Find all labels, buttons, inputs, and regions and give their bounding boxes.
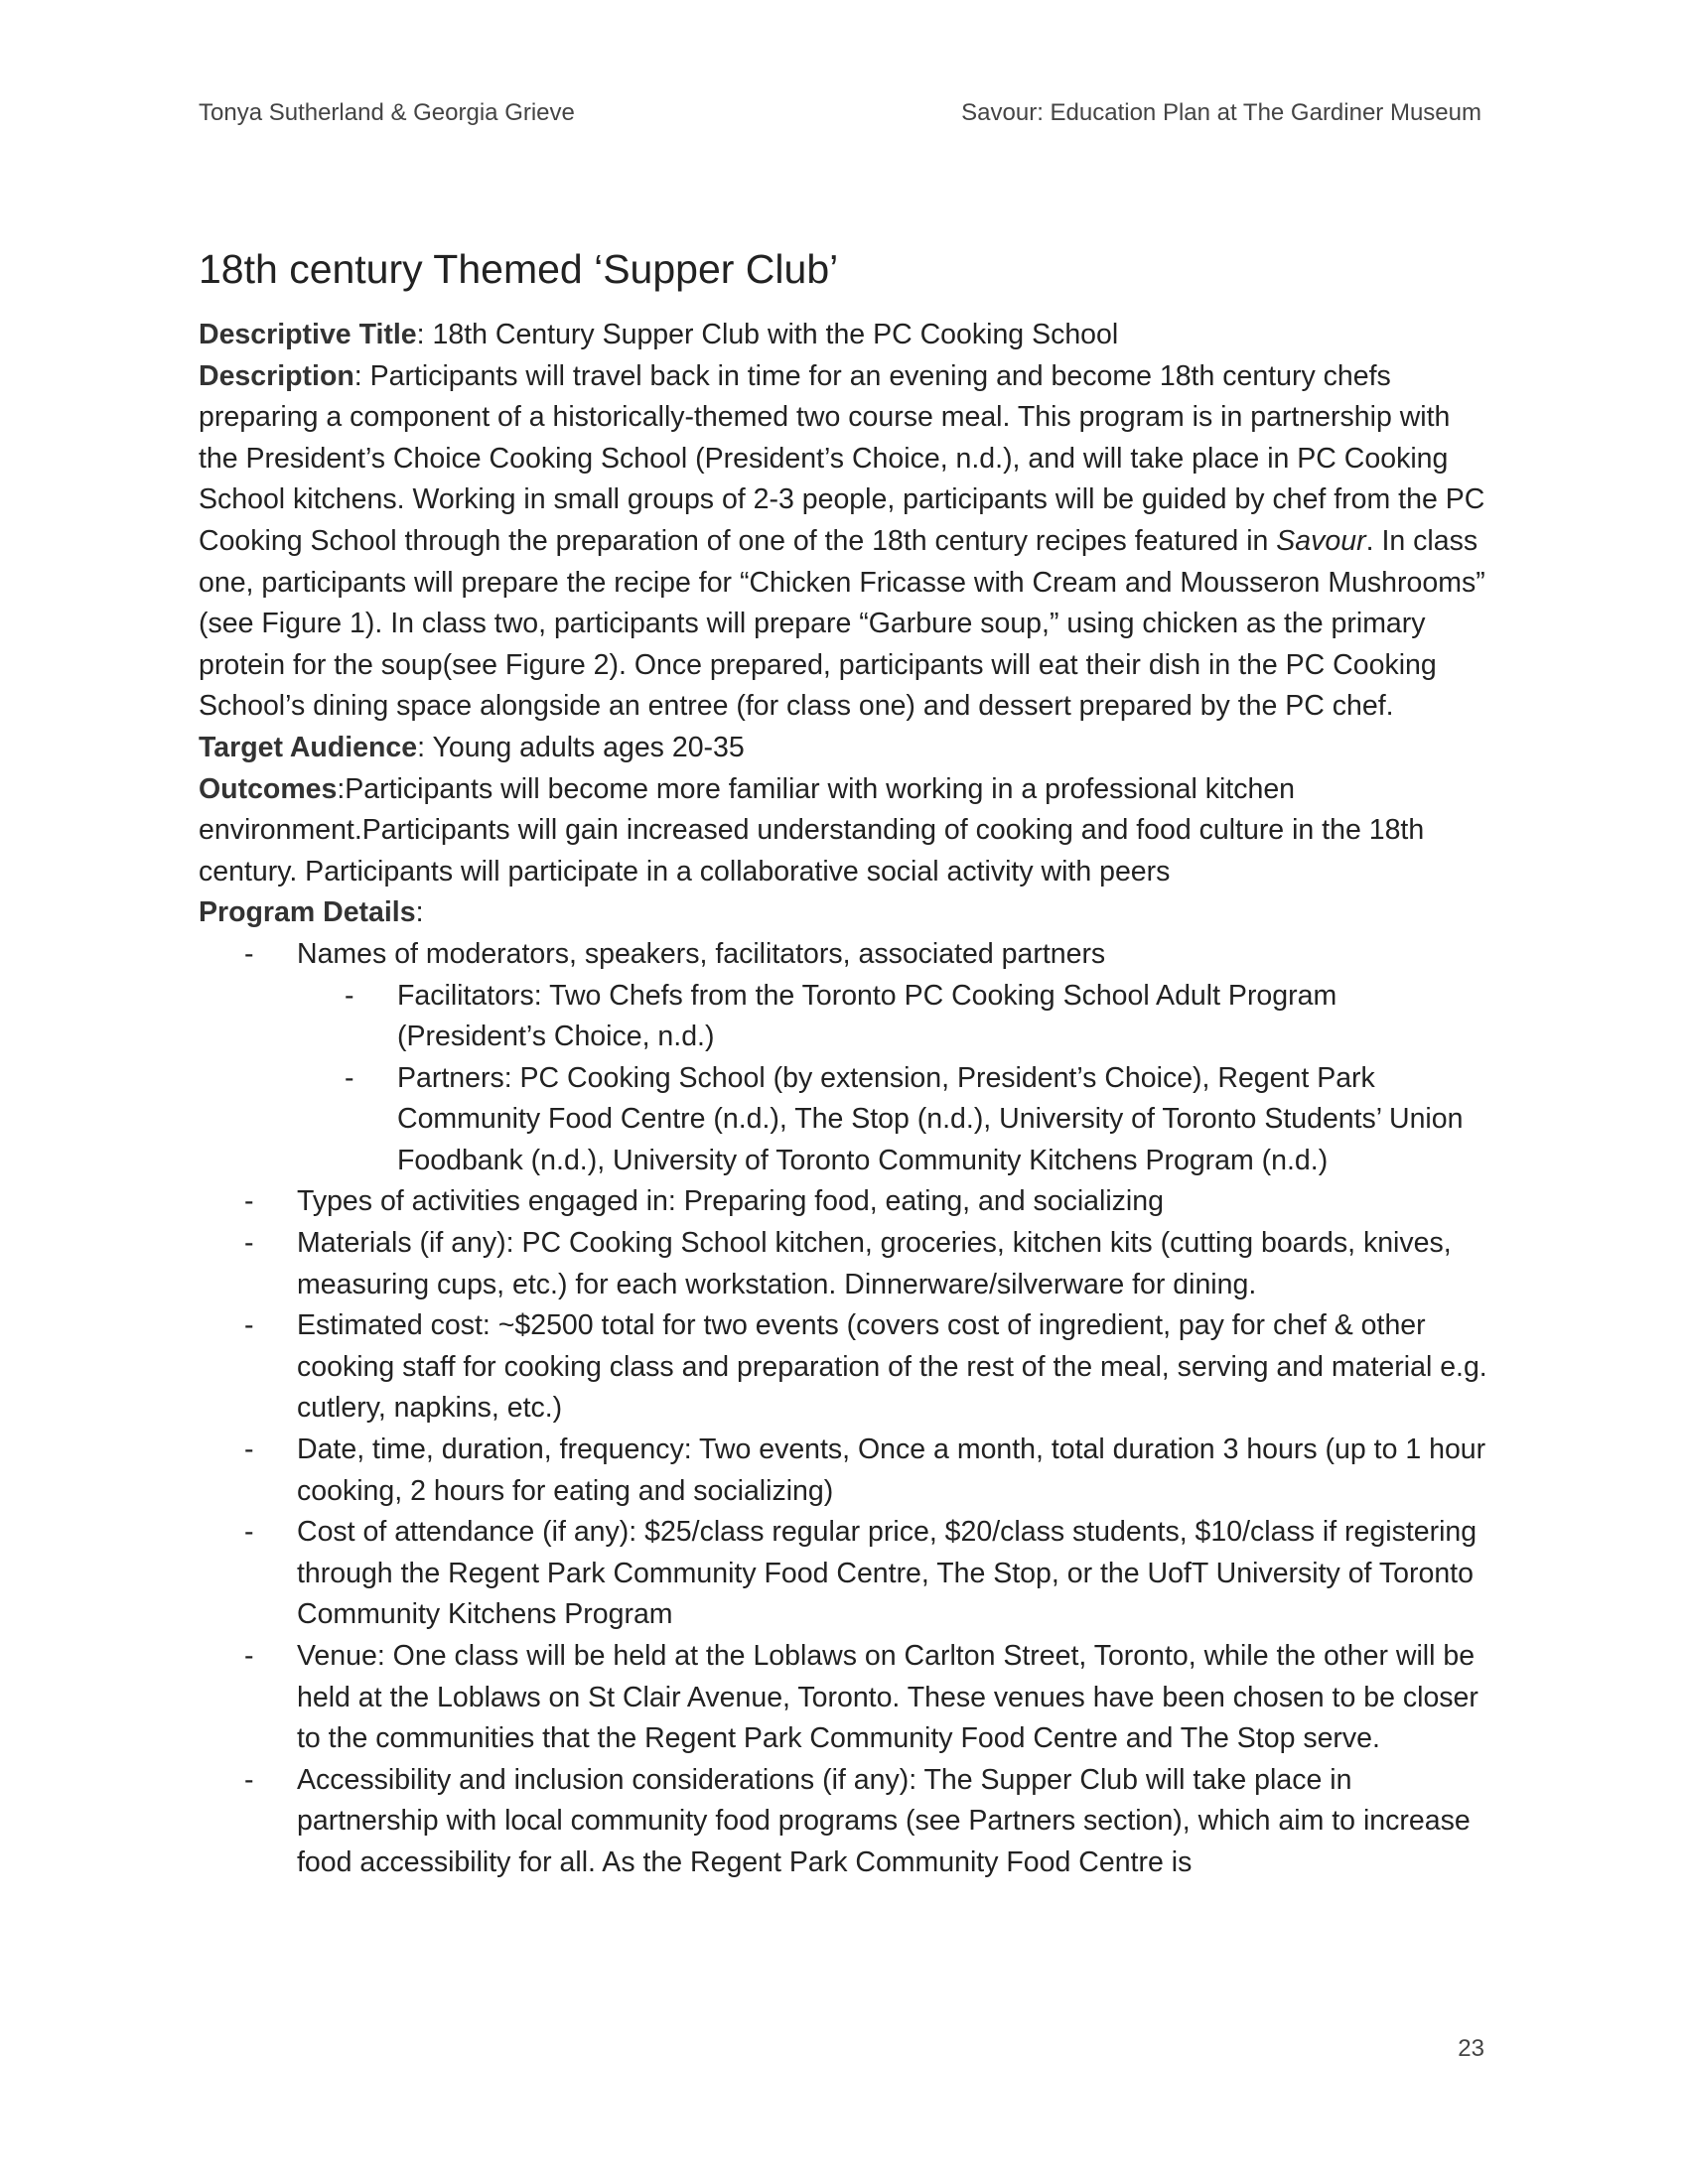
description-paragraph [199,356,1489,728]
section-title: 18th century Themed ‘Supper Club’ [199,246,839,292]
list-item: - Estimated cost: ~$2500 total for two events (covers cost of ingredient, pay for chef & other cooking staff for cooking class and preparation of the rest of the meal, serving and material e.g. cutlery, napkins, etc.) [199,1305,1489,1430]
outcomes-value: :Participants will become more familiar with working in a professional kitchen environment.Participants will gain increased understanding of cooking and food culture in the 18th century. Participants will participate in a collaborative social activity with peers [199,772,1425,887]
descriptive-title-paragraph [199,315,1489,356]
list-item: - Date, time, duration, frequency: Two events, Once a month, total duration 3 hours (up to 1 hour cooking, 2 hours for eating and socializing) [199,1430,1489,1512]
outcomes-label: Outcomes [199,772,338,805]
section-body [199,315,1489,1884]
outcomes-paragraph [199,769,1489,893]
program-details-colon: : [415,896,424,929]
description-text-part2: . In class one, participants will prepare the recipe for “Chicken Fricasse with Cream and Mousseron Mushrooms” (see Figure 1). In class two, participants will prepare “Garbure soup,” using chicken as the primary protein for the soup(see Figure 2). Once prepared, participants will eat their dish in the PC Cooking School’s dining space alongside an entree (for class one) and dessert prepared by the PC chef. [199,524,1485,723]
descriptive-title-label: Descriptive Title [199,319,417,350]
list-item: - Venue: One class will be held at the Loblaws on Carlton Street, Toronto, while the other will be held at the Loblaws on St Clair Avenue, Toronto. These venues have been chosen to be closer to the communities that the Regent Park Community Food Centre and The Stop serve. [199,1636,1489,1760]
target-audience-value: : Young adults ages 20-35 [417,731,745,763]
program-details-paragraph [199,892,1489,934]
program-details-list [199,934,1489,1884]
main-content [199,246,1489,1884]
target-audience-label: Target Audience [199,731,418,763]
description-label: Description [199,359,354,392]
list-item: - Materials (if any): PC Cooking School kitchen, groceries, kitchen kits (cutting boards, knives, measuring cups, etc.) for each workstation. Dinnerware/silverware for dining. [199,1223,1489,1305]
description-text-part1: : Participants will travel back in time for an evening and become 18th century chefs preparing a component of a historically-themed two course meal. This program is in partnership with the President’s Choice Cooking School (President’s Choice, n.d.), and will take place in PC Cooking School kitchens. Working in small groups of 2-3 people, participants will be guided by chef from the PC Cooking School through the preparation of one of the 18th century recipes featured in [199,359,1485,557]
description-italic-title: Savour [1276,524,1366,557]
sub-list-item: - Partners: PC Cooking School (by extension, President’s Choice), Regent Park Community Food Centre (n.d.), The Stop (n.d.), University of Toronto Students’ Union Foodbank (n.d.), University of Toronto Community Kitchens Program (n.d.) [199,1058,1489,1182]
target-audience-paragraph [199,728,1489,769]
page-number: 23 [1458,2035,1484,2062]
sub-list-item: - Facilitators: Two Chefs from the Toronto PC Cooking School Adult Program (President’s Choice, n.d.) [199,976,1489,1058]
program-details-label: Program Details [199,896,416,929]
list-item-text: Names of moderators, speakers, facilitators, associated partners [297,937,1106,970]
list-item: - Types of activities engaged in: Preparing food, eating, and socializing [199,1181,1489,1223]
list-item: - Accessibility and inclusion considerations (if any): The Supper Club will take place in partnership with local community food programs (see Partners section), which aim to increase food accessibility for all. As the Regent Park Community Food Centre is [199,1760,1489,1884]
page-header [199,99,1481,127]
header-authors: Tonya Sutherland & Georgia Grieve [199,99,575,126]
list-item [199,934,1489,1182]
descriptive-title-value: : 18th Century Supper Club with the PC Cooking School [416,319,1119,350]
list-item: - Cost of attendance (if any): $25/class regular price, $20/class students, $10/class if registering through the Regent Park Community Food Centre, The Stop, or the UofT University of Toronto Community Kitchens Program [199,1512,1489,1636]
sub-list [297,976,1489,1182]
header-document-title: Savour: Education Plan at The Gardiner Museum [961,99,1481,126]
